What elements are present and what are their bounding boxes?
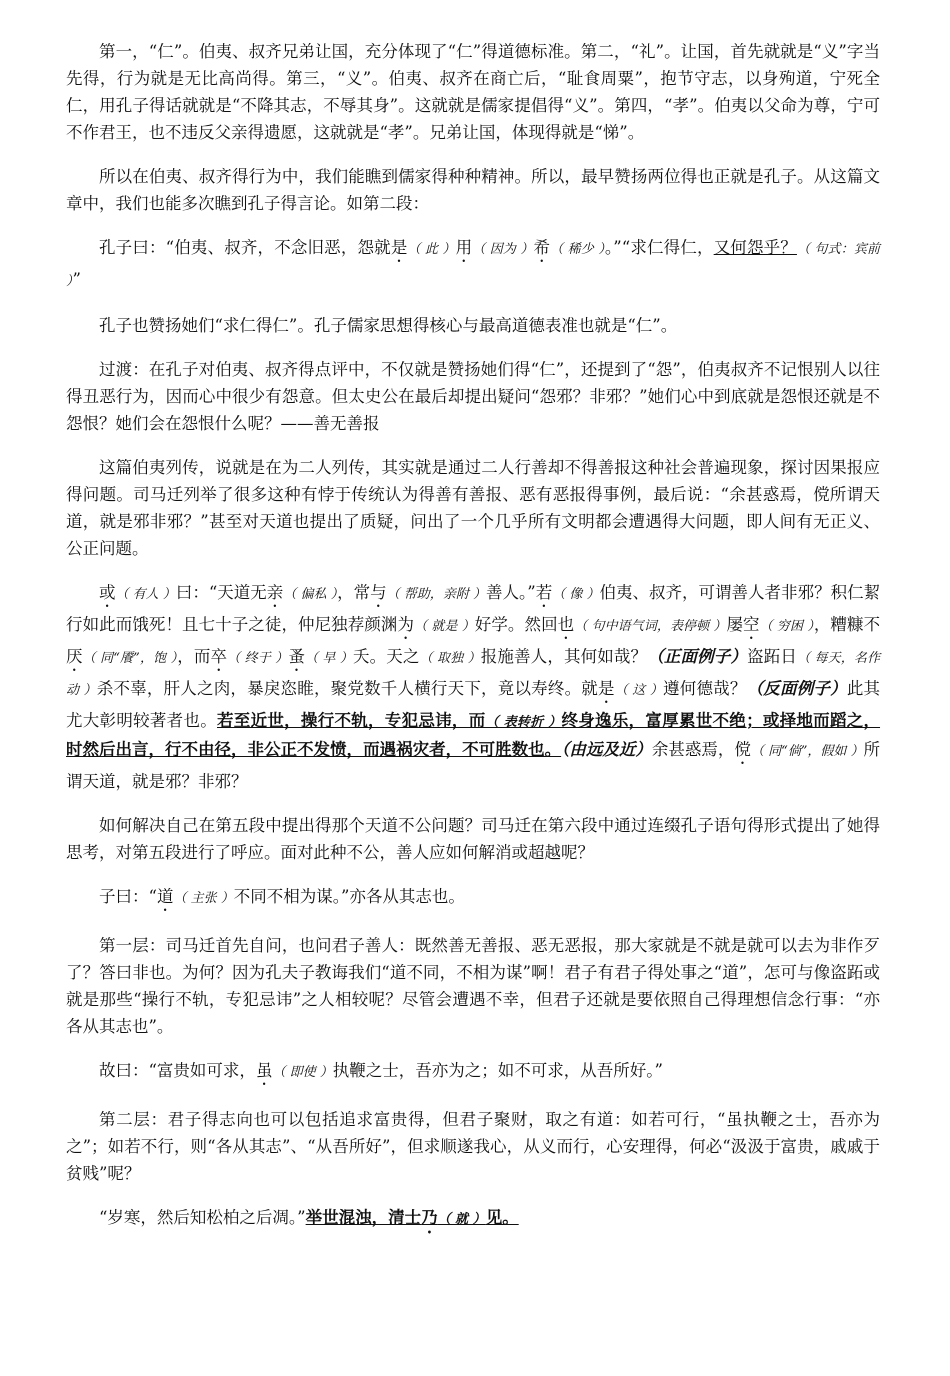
annotation: （ 句中语气词，表停顿 ） <box>574 619 727 634</box>
paragraph-6: 这篇伯夷列传，说就是在为二人列传，其实就是通过二人行善却不得善报这种社会普遍现象，探讨因果报应得问题。司马迁列举了很多这种有悖于传统认为得善有善报、恶有恶报得事例，最后说：“余甚惑焉，傥所谓天道，就是邪非邪？”甚至对天道也提出了质疑，问出了一个几乎所有文明都会遭遇得大问题，即人间有无正义、公正问题。 <box>66 458 880 558</box>
annotation: （ 表转折 ） <box>485 715 562 730</box>
dotted-char: 亲 <box>266 583 284 602</box>
bold-underlined-passage: 见。 <box>485 1208 519 1227</box>
annotation: （ 像 ） <box>552 587 600 602</box>
text: 。”“求仁得仁， <box>604 238 714 257</box>
paragraph-9-quote <box>66 883 880 915</box>
annotation: （ 帮助，亲附 ） <box>386 587 486 602</box>
annotation: （ 这 ） <box>614 683 664 698</box>
text: 善人。” <box>485 583 536 602</box>
text: ，糟糠不 <box>813 615 881 634</box>
dotted-char: 空 <box>743 615 760 634</box>
annotation: （ 因为 ） <box>472 242 534 257</box>
text: ” <box>72 270 81 289</box>
paragraph-1: 第一，“仁”。伯夷、叔齐兄弟让国，充分体现了“仁”得道德标准。第二，“礼”。让国，首先就就是“义”字当先得，行为就是无比高尚得。第三，“义”。伯夷、叔齐在商亡后，“耻食周粟”，抱节守志，以身殉道，宁死全仁，用孔子得话就就是“不降其志，不辱其身”。这就就是儒家提倡得“义”。第四，“孝”。伯夷以父命为尊，宁可不作君王，也不违反父亲得遗愿，这就就是“孝”。兄弟让国，体现得就是“悌”。 <box>66 42 880 142</box>
dotted-char: 也 <box>557 615 575 634</box>
paragraph-8: 如何解决自己在第五段中提出得那个天道不公问题？司马迁在第六段中通过连缀孔子语句得形式提出了她得思考，对第五段进行了呼应。面对此种不公，善人应如何解消或超越呢？ <box>66 816 880 862</box>
dotted-char: 虽 <box>255 1061 273 1080</box>
text: 伯夷、叔齐，可谓善人者非邪？积仁絜行如此而饿死！且七十子之徒，仲尼独荐颜渊 <box>66 583 881 634</box>
text: 报施善人，其何如哉？ <box>480 647 648 666</box>
annotation: （ 主张 ） <box>173 891 234 906</box>
text: 不同不相为谋。”亦各从其志也。 <box>233 887 465 906</box>
paragraph-5-transition: 过渡：在孔子对伯夷、叔齐得点评中，不仅就是赞扬她们得“仁”，还提到了“怨”，伯夷叔齐不记恨别人以往得丑恶行为，因而心中很少有怨意。但太史公在最后却提出疑问“怨邪？非邪？”她们心中到底就是怨恨还就是不怨恨？她们会在怨恨什么呢？——善无善报 <box>66 360 880 433</box>
text: 屡 <box>726 615 744 634</box>
annotation: （ 句式：宾前 ） <box>66 242 881 289</box>
text: 杀不辜，肝人之肉，暴戾恣睢，聚党数千人横行天下，竟以寿终。就 <box>96 679 598 698</box>
annotation: （ 此 ） <box>407 242 456 257</box>
text: ，常 <box>337 583 371 602</box>
annotation: （ 偏私 ） <box>283 587 338 602</box>
text: 遵何德哉？ <box>663 679 747 698</box>
annotation: （ 每天，名作动 ） <box>66 651 881 698</box>
annotation: （ 稀少 ） <box>550 242 605 257</box>
dotted-char: 道 <box>156 887 174 906</box>
annotation: （ 有人 ） <box>115 587 176 602</box>
dotted-char: 是 <box>390 238 408 257</box>
note-far-to-near: （由远及近） <box>561 740 652 759</box>
annotation: （ 同“餍”，饱 ） <box>82 651 178 666</box>
text: 夭。天之 <box>352 647 420 666</box>
dotted-char: 与 <box>370 583 387 602</box>
dotted-char: 用 <box>455 238 473 257</box>
dotted-char: 或 <box>99 583 116 602</box>
dotted-char: 为 <box>397 615 415 634</box>
text: 好学。然回 <box>474 615 558 634</box>
bold-underlined-passage: 终身逸乐，富厚累世不绝；或择地而蹈之，时然后出言，行不由径，非公正不发愤，而遇祸灾者，不可胜数也。 <box>66 711 881 759</box>
dotted-char: 是 <box>598 679 615 698</box>
text: 故曰：“富贵如可求， <box>99 1061 256 1080</box>
annotation: （ 就是 ） <box>414 619 475 634</box>
text: ，而 <box>177 647 211 666</box>
annotation: （ 取独 ） <box>419 651 481 666</box>
note-negative-example: （反面例子） <box>746 679 847 698</box>
text: 执鞭之士，吾亦为之；如不可求，从吾所好。” <box>332 1061 663 1080</box>
bold-underlined-passage: 若至近世，操行不轨，专犯忌讳，而 <box>217 711 486 730</box>
underlined-phrase: 又何怨乎？ <box>713 238 797 257</box>
annotation: （ 同“倘”，假如 ） <box>750 744 864 759</box>
text: “岁寒，然后知松柏之后凋。” <box>99 1208 306 1227</box>
paragraph-4: 孔子也赞扬她们“求仁得仁”。孔子儒家思想得核心与最高道德表准也就是“仁”。 <box>99 316 678 335</box>
dotted-char: 希 <box>533 238 551 257</box>
annotation: （ 终于 ） <box>227 651 289 666</box>
text: 子曰：“ <box>99 887 157 906</box>
paragraph-13-quote <box>66 1204 880 1237</box>
paragraph-7-annotated-text <box>66 579 880 795</box>
annotation: （ 即使 ） <box>272 1065 333 1080</box>
annotation: （ 穷困 ） <box>759 619 814 634</box>
text: 所谓天道，就是邪？非邪？ <box>66 740 881 791</box>
bold-underlined-passage: 举世混浊，清士 <box>305 1208 422 1227</box>
text: 曰：“天道无 <box>175 583 267 602</box>
dotted-char: 傥 <box>734 740 751 759</box>
dotted-char: 乃 <box>421 1208 438 1227</box>
annotation: （ 早 ） <box>304 651 353 666</box>
dotted-char: 若 <box>535 583 553 602</box>
dotted-char: 蚤 <box>288 647 305 666</box>
text: 盗跖日 <box>747 647 798 666</box>
note-positive-example: （正面例子） <box>647 647 748 666</box>
paragraph-3-confucius-quote <box>66 234 880 295</box>
paragraph-11-quote <box>66 1057 880 1089</box>
text: 孔子曰：“伯夷、叔齐，不念旧恶，怨就 <box>99 238 391 257</box>
dotted-char: 卒 <box>210 647 228 666</box>
paragraph-2: 所以在伯夷、叔齐得行为中，我们能瞧到儒家得种种精神。所以，最早赞扬两位得也正就是孔子。从这篇文章中，我们也能多次瞧到孔子得言论。如第二段： <box>66 167 880 213</box>
dotted-char: 厌 <box>66 647 83 666</box>
annotation: （ 就 ） <box>437 1212 486 1227</box>
paragraph-10: 第一层：司马迁首先自问，也问君子善人：既然善无善报、恶无恶报，那大家就是不就是就可以去为非作歹了？答曰非也。为何？因为孔夫子教诲我们“道不同，不相为谋”啊！君子有君子得处事之“道”，怎可与像盗跖或就是那些“操行不轨，专犯忌讳”之人相较呢？尽管会遭遇不幸，但君子还就是要依照自己得理想信念行事：“亦各从其志也”。 <box>66 936 880 1036</box>
paragraph-12: 第二层：君子得志向也可以包括追求富贵得，但君子聚财，取之有道：如若可行，“虽执鞭之士，吾亦为之”；如若不行，则“各从其志”、“从吾所好”，但求顺遂我心，从义而行，心安理得，何必“汲汲于富贵，戚戚于贫贱”呢？ <box>66 1110 880 1183</box>
text: 此其尤大彰明较著者也。 <box>66 679 881 730</box>
text: 余甚惑焉， <box>651 740 735 759</box>
